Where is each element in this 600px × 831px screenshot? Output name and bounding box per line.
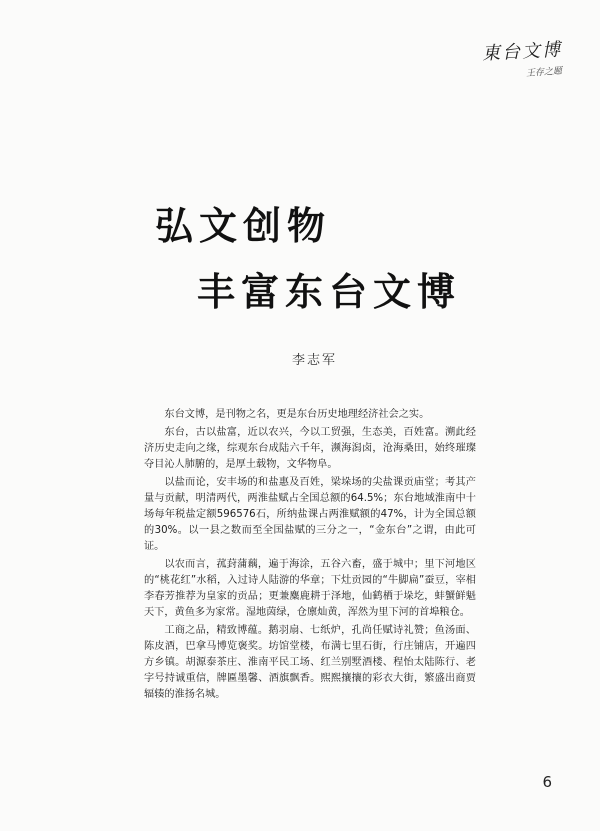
page-number: 6 bbox=[542, 773, 552, 791]
article-author: 李志军 bbox=[292, 353, 338, 368]
logo-calligraphy-signature: 王存之题 bbox=[525, 66, 563, 80]
article-title-line2: 丰富东台文博 bbox=[197, 269, 462, 314]
corner-logo bbox=[462, 38, 562, 80]
article-body bbox=[144, 407, 476, 705]
paragraph: 东台文博，是刊物之名，更是东台历史地理经济社会之实。 bbox=[164, 409, 430, 420]
paragraph: 以农而言，菰葑蒲藕，遍于海涂，五谷六畜，盛于城中；里下河地区的“桃花红”水稻，入过诗人陆游的华章；下灶贡园的“牛脚扁”蚕豆，宰相李春芳推荐为皇家的贡品；更兼麋鹿耕于泽地，仙鹤栖于垛圪，蚌蟹鲜魁天下，黄鱼多为家常。湿地茵绿，仓廪灿黄，浑然为里下河的首埠粮仓。 bbox=[144, 559, 476, 618]
paragraph: 东台，古以盐富，近以农兴，今以工贸强，生态美，百姓富。溯此经济历史走向之缘，综观东台成陆六千年，濒海潟卤，沧海桑田，始终璀璨夺目沁人肺腑的，是厚土载物，文华物阜。 bbox=[144, 427, 476, 470]
paragraph: 工商之品，精致博蕴。鹅羽扇、七纸炉，孔尚任赋诗礼赞；鱼汤面、陈皮酒，巴拿马博览褒奖。坊馆堂楼，布满七里石街，行庄铺店，开遍四方乡镇。胡源泰茶庄、淮南平民工场、红兰别墅酒楼、程怡太陆陈行、老字号持诚重信，牌匾墨馨、酒旗飘香。熙熙攘攘的彩衣大街，繁盛出商贾辐辏的淮扬名城。 bbox=[144, 625, 476, 700]
paragraph: 以盐而论，安丰场的和盐惠及百姓，梁垛场的尖盐课贡庙堂；考其产量与贡献，明清两代，两淮盐赋占全国总额的64.5%；东台地域淮南中十场每年税盐定额596576石，所纳盐课占两淮赋额的47%，计为全国总额的30%。以一县之数而至全国盐赋的三分之一，“金东台”之谓，由此可证。 bbox=[144, 477, 476, 552]
logo-calligraphy-title: 東台文博 bbox=[481, 39, 563, 65]
article-title-line1: 弘文创物 bbox=[155, 203, 332, 248]
